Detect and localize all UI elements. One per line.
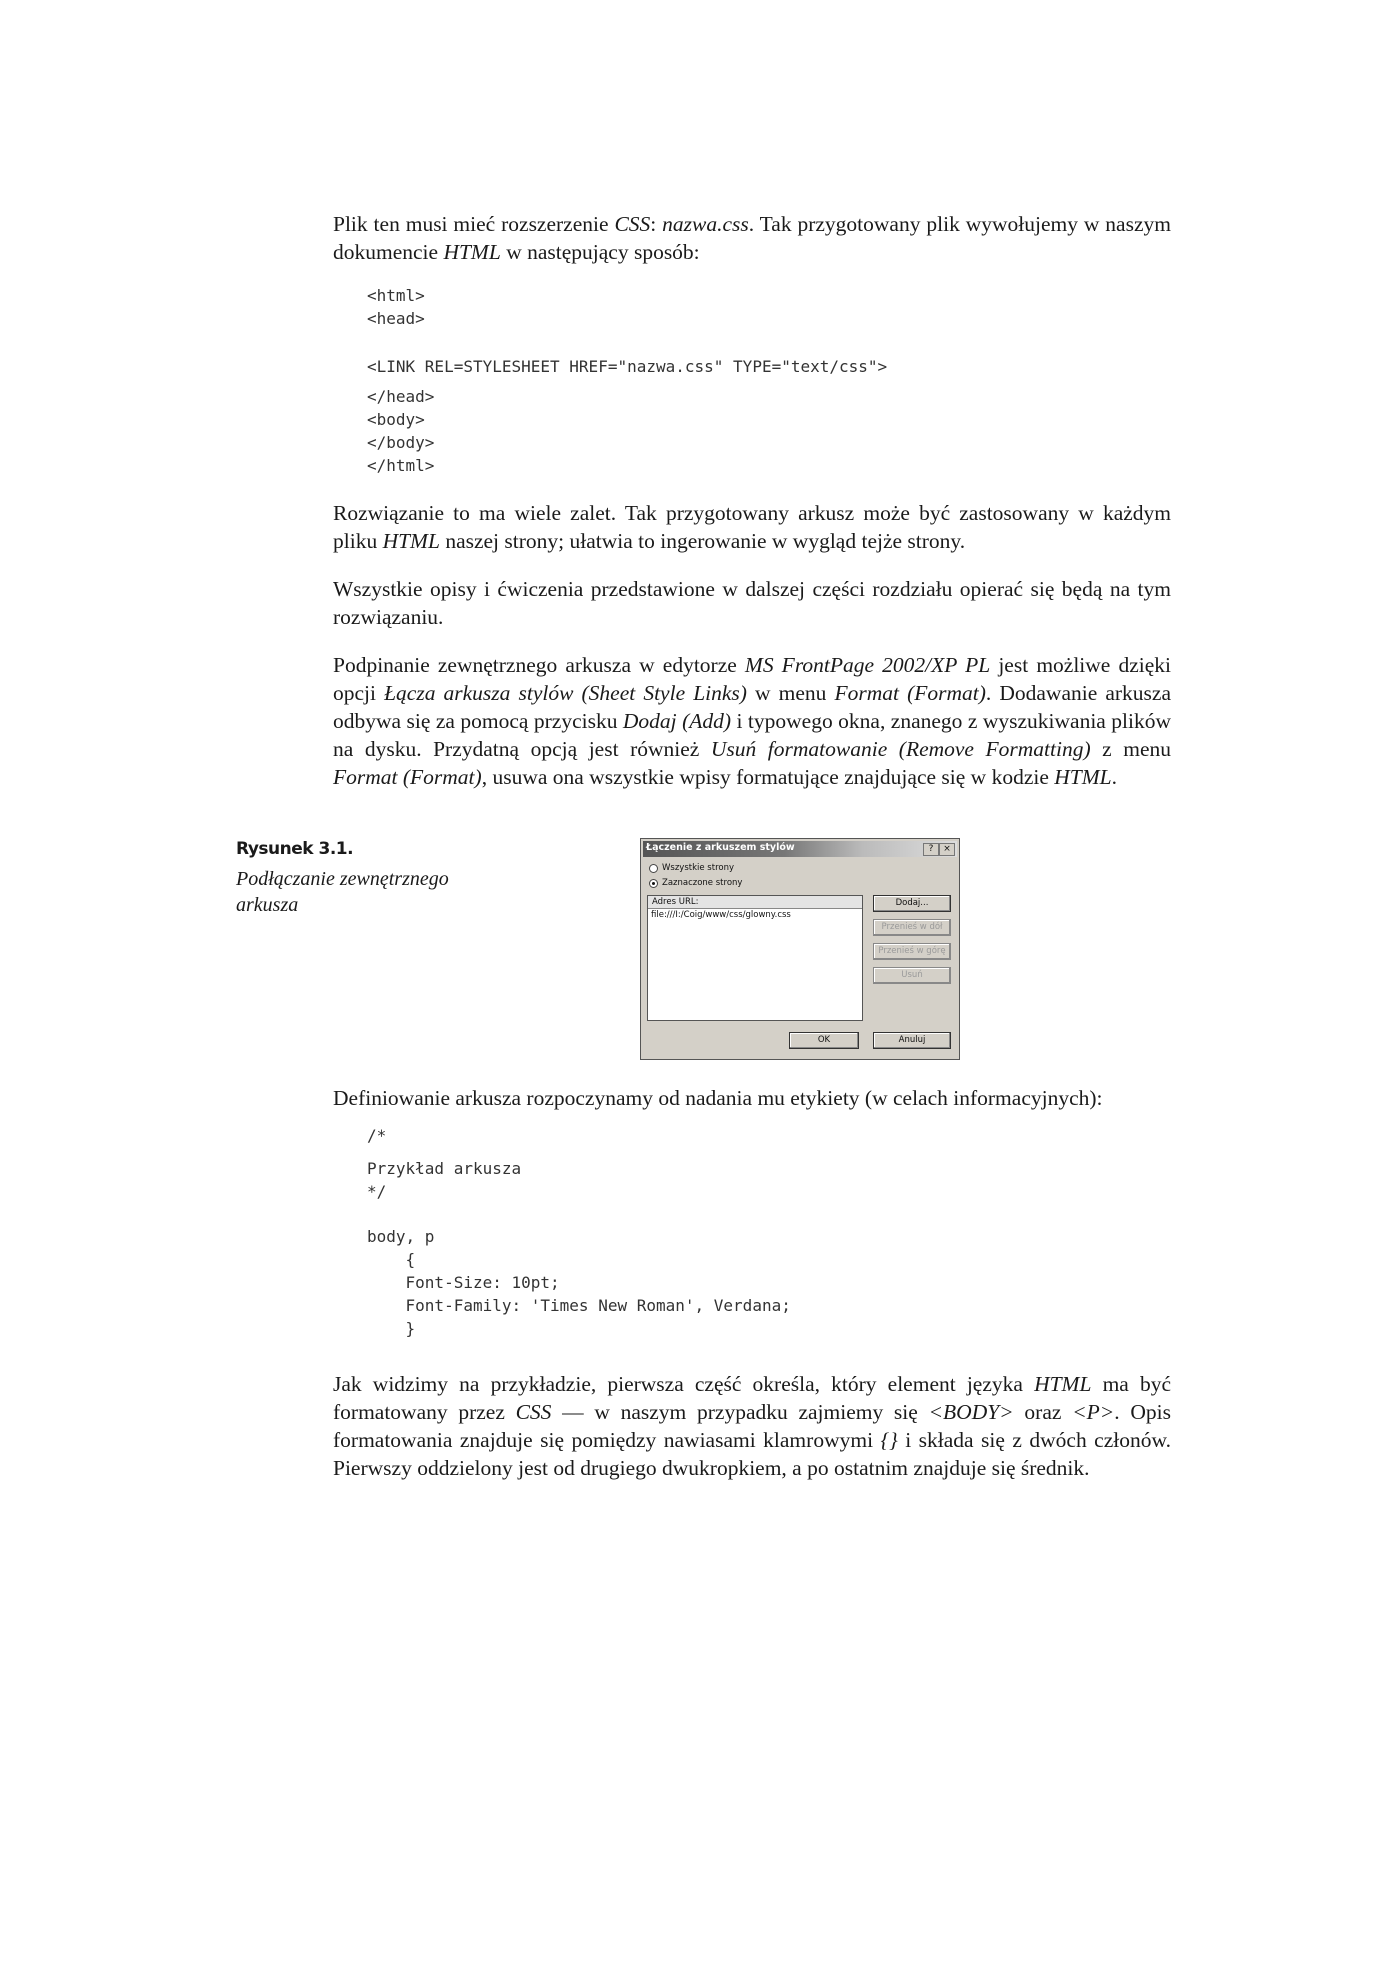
remove-button[interactable]: Usuń <box>873 967 951 984</box>
text: : <box>650 212 663 236</box>
text: w menu <box>746 681 835 705</box>
code-line: <body> <box>367 410 425 429</box>
code-line: Font-Family: 'Times New Roman', Verdana; <box>367 1296 791 1315</box>
close-icon[interactable]: × <box>939 843 955 856</box>
code-line: <head> <box>367 309 425 328</box>
code-line: /* <box>367 1126 387 1145</box>
cancel-button[interactable]: Anuluj <box>873 1032 951 1049</box>
text: z menu <box>1090 737 1171 761</box>
figure-caption: Podłączanie zewnętrznego arkusza <box>236 868 449 916</box>
text: i składa się z dwóch członów. Pierwszy oddzielony jest od drugiego dwukropkiem, a po ostatnim znajduje się średnik. <box>333 1428 1171 1480</box>
code-line: Przykład arkusza <box>367 1159 522 1178</box>
text: jest możliwe dzięki opcji <box>333 653 1171 705</box>
text: . Dodawanie arkusza odbywa się za pomocą przycisku <box>333 681 1172 733</box>
help-icon[interactable]: ? <box>923 843 939 856</box>
emphasis: MS FrontPage 2002/XP PL <box>744 653 991 677</box>
radio-selected-icon <box>649 879 658 888</box>
emphasis: HTML <box>1054 765 1112 789</box>
code-line: </body> <box>367 433 435 452</box>
emphasis: nazwa.css <box>662 212 749 236</box>
add-button[interactable]: Dodaj... <box>873 895 951 912</box>
text: naszej strony; ułatwia to ingerowanie w wygląd tejże strony. <box>439 529 966 553</box>
text: w następujący sposób: <box>500 240 700 264</box>
emphasis: Format (Format) <box>333 765 482 789</box>
emphasis: CSS <box>515 1400 552 1424</box>
move-up-button[interactable]: Przenieś w górę <box>873 943 951 960</box>
text: Jak widzimy na przykładzie, pierwsza część określa, który element języka <box>333 1372 1035 1396</box>
code-line: */ <box>367 1182 387 1201</box>
ok-button[interactable]: OK <box>789 1032 859 1049</box>
text: — w naszym przypadku zajmiemy się <box>551 1400 929 1424</box>
text: Rozwiązanie to ma wiele zalet. Tak przygotowany arkusz może być zastosowany w każdym pliku <box>333 501 1171 553</box>
emphasis: Łącza arkusza stylów (Sheet Style Links) <box>384 681 747 705</box>
emphasis: HTML <box>1034 1372 1092 1396</box>
code-line: } <box>367 1319 416 1338</box>
list-header: Adres URL: <box>648 896 862 909</box>
code-line: </head> <box>367 387 435 406</box>
code-line: { <box>367 1250 416 1269</box>
radio-label: Zaznaczone strony <box>662 878 743 888</box>
paragraph-advantages <box>333 499 1171 555</box>
text: Podpinanie zewnętrznego arkusza w edytorze <box>333 653 745 677</box>
figure-label: Rysunek 3.1. <box>236 839 354 859</box>
text: oraz <box>1013 1400 1073 1424</box>
text: i typowego okna, znanego z wyszukiwania plików na dysku. Przydatną opcją jest również <box>333 709 1171 761</box>
move-down-button[interactable]: Przenieś w dół <box>873 919 951 936</box>
code-block-css-example <box>367 1124 791 1340</box>
radio-selected-pages[interactable] <box>649 878 742 888</box>
code-line: Font-Size: 10pt; <box>367 1273 560 1292</box>
emphasis: Dodaj (Add) <box>622 709 732 733</box>
paragraph-frontpage <box>333 651 1171 791</box>
text: . Tak przygotowany plik wywołujemy w naszym dokumencie <box>333 212 1171 264</box>
code-line: body, p <box>367 1227 435 1246</box>
code-line: </html> <box>367 456 435 475</box>
text: . Opis formatowania znajduje się pomiędzy nawiasami klamrowymi <box>333 1400 1171 1452</box>
url-listbox[interactable] <box>647 895 863 1021</box>
list-item[interactable]: file:///I:/Coig/www/css/glowny.css <box>651 910 791 920</box>
emphasis: HTML <box>382 529 440 553</box>
text: Plik ten musi mieć rozszerzenie <box>333 212 615 236</box>
emphasis: <BODY> <box>928 1400 1014 1424</box>
code-line: <html> <box>367 286 425 305</box>
paragraph-intro <box>333 210 1171 266</box>
emphasis: HTML <box>443 240 501 264</box>
radio-label: Wszystkie strony <box>662 863 734 873</box>
emphasis: Format (Format) <box>834 681 986 705</box>
radio-icon <box>649 864 658 873</box>
paragraph-explanation <box>333 1370 1171 1482</box>
radio-all-pages[interactable] <box>649 863 734 873</box>
stylesheet-links-dialog <box>640 838 960 1060</box>
code-line: <LINK REL=STYLESHEET HREF="nazwa.css" TYPE="text/css"> <box>367 357 888 376</box>
code-block-html-link <box>367 284 887 477</box>
paragraph-exercises: Wszystkie opisy i ćwiczenia przedstawione w dalszej części rozdziału opierać się będą na tym rozwiązaniu. <box>333 577 1171 629</box>
text: . <box>1111 765 1117 789</box>
paragraph-define-label: Definiowanie arkusza rozpoczynamy od nadania mu etykiety (w celach informacyjnych): <box>333 1086 1103 1110</box>
text: , usuwa ona wszystkie wpisy formatujące znajdujące się w kodzie <box>481 765 1055 789</box>
dialog-titlebar <box>643 841 957 857</box>
emphasis: Usuń formatowanie (Remove Formatting) <box>710 737 1091 761</box>
emphasis: <P> <box>1072 1400 1115 1424</box>
emphasis: {} <box>880 1428 898 1452</box>
text: ma być formatowany przez <box>333 1372 1172 1424</box>
dialog-title: Łączenie z arkuszem stylów <box>646 842 795 853</box>
emphasis: CSS <box>614 212 651 236</box>
